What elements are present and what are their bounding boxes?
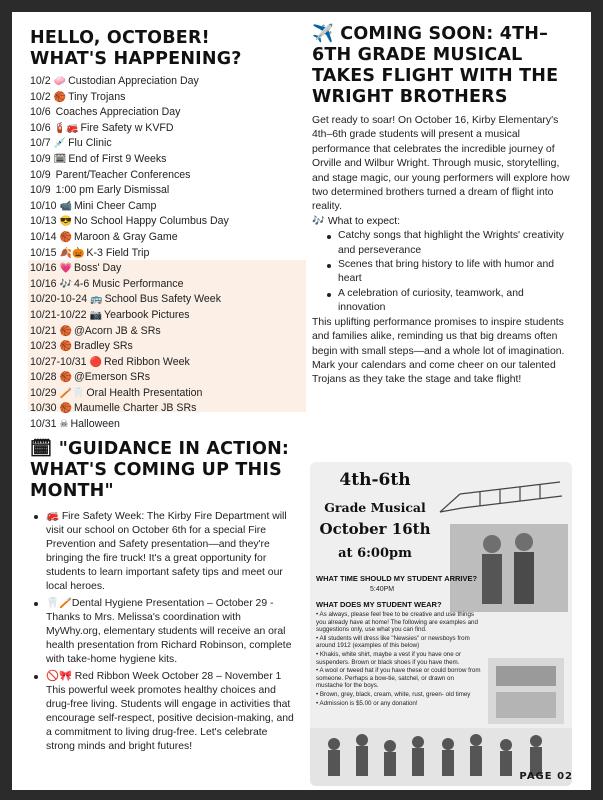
guidance-heading	[30, 439, 298, 502]
event-row	[30, 168, 298, 184]
flyer-wear-item	[316, 651, 482, 666]
event-date: 10/28	[30, 371, 57, 384]
event-row	[30, 74, 298, 90]
event-text: 4-6 Music Performance	[73, 277, 184, 290]
event-text: Oral Health Presentation	[86, 386, 203, 399]
event-date: 10/10	[30, 199, 57, 212]
event-row	[30, 308, 298, 324]
event-date: 10/20-10-24	[30, 293, 88, 306]
event-row	[30, 370, 298, 386]
event-icon: 🚌	[90, 294, 103, 306]
event-text: Yearbook Pictures	[104, 308, 190, 321]
flyer-time: at 6:00pm	[338, 546, 412, 561]
event-row	[30, 90, 298, 106]
event-row	[30, 105, 298, 121]
flyer-wear-item	[316, 667, 482, 690]
event-row	[30, 121, 298, 137]
event-date: 10/23	[30, 340, 57, 353]
event-date: 10/21-10/22	[30, 308, 87, 321]
event-date: 10/16	[30, 277, 57, 290]
event-text: Bradley SRs	[73, 340, 133, 353]
event-icon: 🧼	[53, 76, 67, 87]
event-text: K-3 Field Trip	[86, 246, 150, 259]
event-text: Custodian Appreciation Day	[68, 75, 199, 87]
event-row	[30, 214, 298, 230]
flyer-wear-text: As always, please feel free to be creative and use things you already have at home! The following are examples and suggestions only, use what you can find.	[316, 611, 478, 634]
flyer-wear-list	[316, 611, 482, 708]
event-text: Boss' Day	[73, 262, 122, 275]
flyer-wear-item	[316, 691, 482, 699]
event-text: Tiny Trojans	[68, 90, 126, 103]
musical-intro: Get ready to soar! On October 16, Kirby Elementary's 4th–6th grade students will present a musical performance that celebrates the incredible journey of Orville and Wilbur Wright. Through music, storytelling, and stage magic, our young performers will explore how two determined brothers turned a dream of flight into reality.	[312, 115, 570, 213]
event-icon: 🍂🎃	[59, 247, 85, 259]
event-row	[30, 324, 298, 340]
event-date: 10/13	[30, 215, 57, 228]
events-list	[30, 74, 298, 433]
event-date: 10/15	[30, 246, 57, 259]
event-text: End of First 9 Weeks	[68, 152, 167, 165]
event-row	[30, 401, 298, 417]
event-row	[30, 355, 298, 371]
event-text: 1:00 pm Early Dismissal	[55, 184, 170, 197]
event-icon: 🧯🚒	[53, 122, 79, 134]
event-row	[30, 136, 298, 152]
event-text: Maumelle Charter JB SRs	[73, 402, 197, 415]
event-date: 10/27-10/31	[30, 355, 87, 368]
page-border-right	[591, 0, 603, 800]
event-icon: 😎	[59, 216, 72, 228]
flyer-wear-question: WHAT DOES MY STUDENT WEAR?	[316, 600, 442, 609]
event-date: 10/29	[30, 386, 57, 399]
event-row	[30, 152, 298, 168]
event-text: Mini Cheer Camp	[73, 199, 157, 212]
expect-list	[326, 229, 574, 315]
event-row	[30, 246, 298, 262]
event-row	[30, 417, 298, 433]
flyer-wear-text: Admission is $5.00 or any donation!	[319, 699, 418, 707]
event-row	[30, 339, 298, 355]
events-heading	[30, 28, 298, 70]
event-icon: 🎶	[59, 278, 72, 290]
event-date: 10/6	[30, 106, 51, 119]
event-text: School Bus Safety Week	[104, 293, 221, 306]
event-date: 10/21	[30, 324, 57, 337]
event-date: 10/2	[30, 90, 51, 103]
event-row	[30, 199, 298, 215]
event-text: @Emerson SRs	[73, 371, 151, 384]
flyer-grades: 4th-6th	[339, 470, 411, 490]
event-date: 10/7	[30, 137, 51, 150]
events-heading-line2: WHAT'S HAPPENING?	[30, 49, 242, 69]
event-row	[30, 292, 298, 308]
event-icon: 🏀	[59, 403, 72, 415]
event-text: Flu Clinic	[68, 137, 112, 150]
event-date: 10/31	[30, 418, 57, 431]
event-text: Maroon & Gray Game	[73, 230, 178, 243]
airplane-icon: ✈️	[312, 24, 334, 44]
event-text: Halloween	[70, 418, 120, 431]
event-text: Parent/Teacher Conferences	[55, 168, 191, 181]
event-icon: 🏀	[59, 325, 72, 337]
page-border-top	[0, 0, 603, 12]
flyer-arrive-question: WHAT TIME SHOULD MY STUDENT ARRIVE?	[316, 574, 478, 583]
left-column	[30, 28, 298, 757]
event-date: 10/9	[30, 168, 51, 181]
bullet-dot-icon: •	[316, 634, 320, 642]
event-date: 10/14	[30, 230, 57, 243]
bullet-dot-icon: •	[316, 690, 320, 698]
event-icon: 🏀	[59, 341, 72, 353]
guidance-bullets	[30, 510, 298, 754]
flyer-wear-text: Khakis, white shirt, maybe a vest if you have one or suspenders. Brown or black shoes if you have them.	[316, 650, 461, 666]
event-date: 10/30	[30, 402, 57, 415]
event-icon: 📹	[59, 200, 72, 212]
guidance-bullet: 🚫🎀 Red Ribbon Week October 28 – November 1 This powerful week promotes healthy choices and drug-free living. Students will engage in activities that encourage self-respect, positive decision-making, and a commitment to living drug-free. Let's celebrate strong minds and bright futures!	[30, 670, 298, 754]
bullet-dot-icon: •	[316, 667, 320, 675]
event-icon: 🏀	[59, 372, 72, 384]
wright-brothers-photo	[450, 524, 568, 612]
right-column	[312, 24, 574, 388]
page-border-bottom	[0, 790, 603, 800]
biplane-illustration	[440, 482, 562, 512]
event-icon: 🗓	[53, 153, 67, 165]
calendar-icon: 🗓	[30, 438, 53, 459]
event-text: No School Happy Columbus Day	[73, 215, 229, 228]
event-icon: 💗	[59, 263, 72, 275]
event-icon: 💉	[53, 138, 67, 150]
expect-item: A celebration of curiosity, teamwork, and innovation	[326, 287, 574, 316]
events-heading-line1: HELLO, OCTOBER!	[30, 28, 210, 48]
event-icon: 🔴	[89, 356, 103, 368]
musical-heading-text: COMING SOON: 4TH–6TH GRADE MUSICAL TAKES FLIGHT WITH THE WRIGHT BROTHERS	[312, 24, 559, 107]
bullet-dot-icon: •	[316, 699, 320, 707]
event-text: Red Ribbon Week	[104, 355, 190, 368]
event-date: 10/16	[30, 262, 57, 275]
page-border-left	[0, 0, 12, 800]
flyer-wear-item	[316, 611, 482, 634]
event-icon: 🪥🦷	[59, 387, 85, 399]
guidance-bullet: 🦷🪥Dental Hygiene Presentation – October 29 - Thanks to Mrs. Melissa's coordination with MyWhy.org, elementary students will receive an oral health presentation from Richard Robinson, complete with take-home hygiene kits.	[30, 597, 298, 667]
flyer-wear-text: Brown, grey, black, cream, white, rust, green- old timey	[319, 690, 471, 698]
guidance-heading-text: "GUIDANCE IN ACTION: WHAT'S COMING UP THIS MONTH"	[30, 438, 290, 501]
event-text: Coaches Appreciation Day	[55, 106, 181, 119]
flyer-wear-item	[316, 635, 482, 650]
flyer-date: October 16th	[319, 520, 431, 538]
musical-heading	[312, 24, 574, 108]
event-icon: ☠	[59, 419, 69, 431]
expect-heading: 🎶 What to expect:	[312, 215, 401, 227]
flyer-wear-text: All students will dress like "Newsies" or newsboys from around 1912 (examples of this below)	[316, 634, 470, 650]
event-date: 10/2	[30, 75, 51, 87]
guidance-bullet: 🚒 Fire Safety Week: The Kirby Fire Department will visit our school on October 6th for a special Fire Prevention and Safety presentation—and they're bringing the fire truck! It's a great opportunity for students to learn important safety tips and meet our local heroes.	[30, 510, 298, 594]
event-icon: 📷	[89, 309, 103, 321]
bullet-dot-icon: •	[316, 611, 320, 618]
event-text: @Acorn JB & SRs	[73, 324, 161, 337]
bullet-dot-icon: •	[316, 650, 320, 658]
event-row	[30, 261, 298, 277]
musical-invite: Mark your calendars and come cheer on our talented Trojans as they take the stage and take flight!	[312, 359, 556, 386]
event-icon: 🏀	[53, 91, 67, 103]
event-row	[30, 183, 298, 199]
event-row	[30, 277, 298, 293]
flyer-musical: Grade Musical	[324, 500, 426, 515]
event-row	[30, 230, 298, 246]
flyer-wear-text: A wool or tweed hat if you have these or could borrow from someone. Perhaps a bow-tie, satchel, or drawn on mustache for the boys.	[316, 667, 481, 690]
event-date: 10/9	[30, 184, 51, 197]
event-icon: 🏀	[59, 231, 72, 243]
flyer-wear-item	[316, 700, 482, 708]
expect-item: Catchy songs that highlight the Wrights' creativity and perseverance	[326, 229, 574, 258]
event-date: 10/6	[30, 121, 51, 134]
event-row	[30, 386, 298, 402]
page-number: PAGE 02	[519, 771, 573, 782]
event-date: 10/9	[30, 152, 51, 165]
flyer-arrive-answer: 5:40PM	[370, 586, 395, 593]
expect-item: Scenes that bring history to life with humor and heart	[326, 258, 574, 287]
musical-flyer-image	[310, 462, 572, 786]
musical-closing: This uplifting performance promises to inspire students and families alike, reminding us that big dreams often begin with small steps—and a whole lot of imagination.	[312, 316, 565, 357]
event-text: Fire Safety w KVFD	[80, 121, 174, 134]
